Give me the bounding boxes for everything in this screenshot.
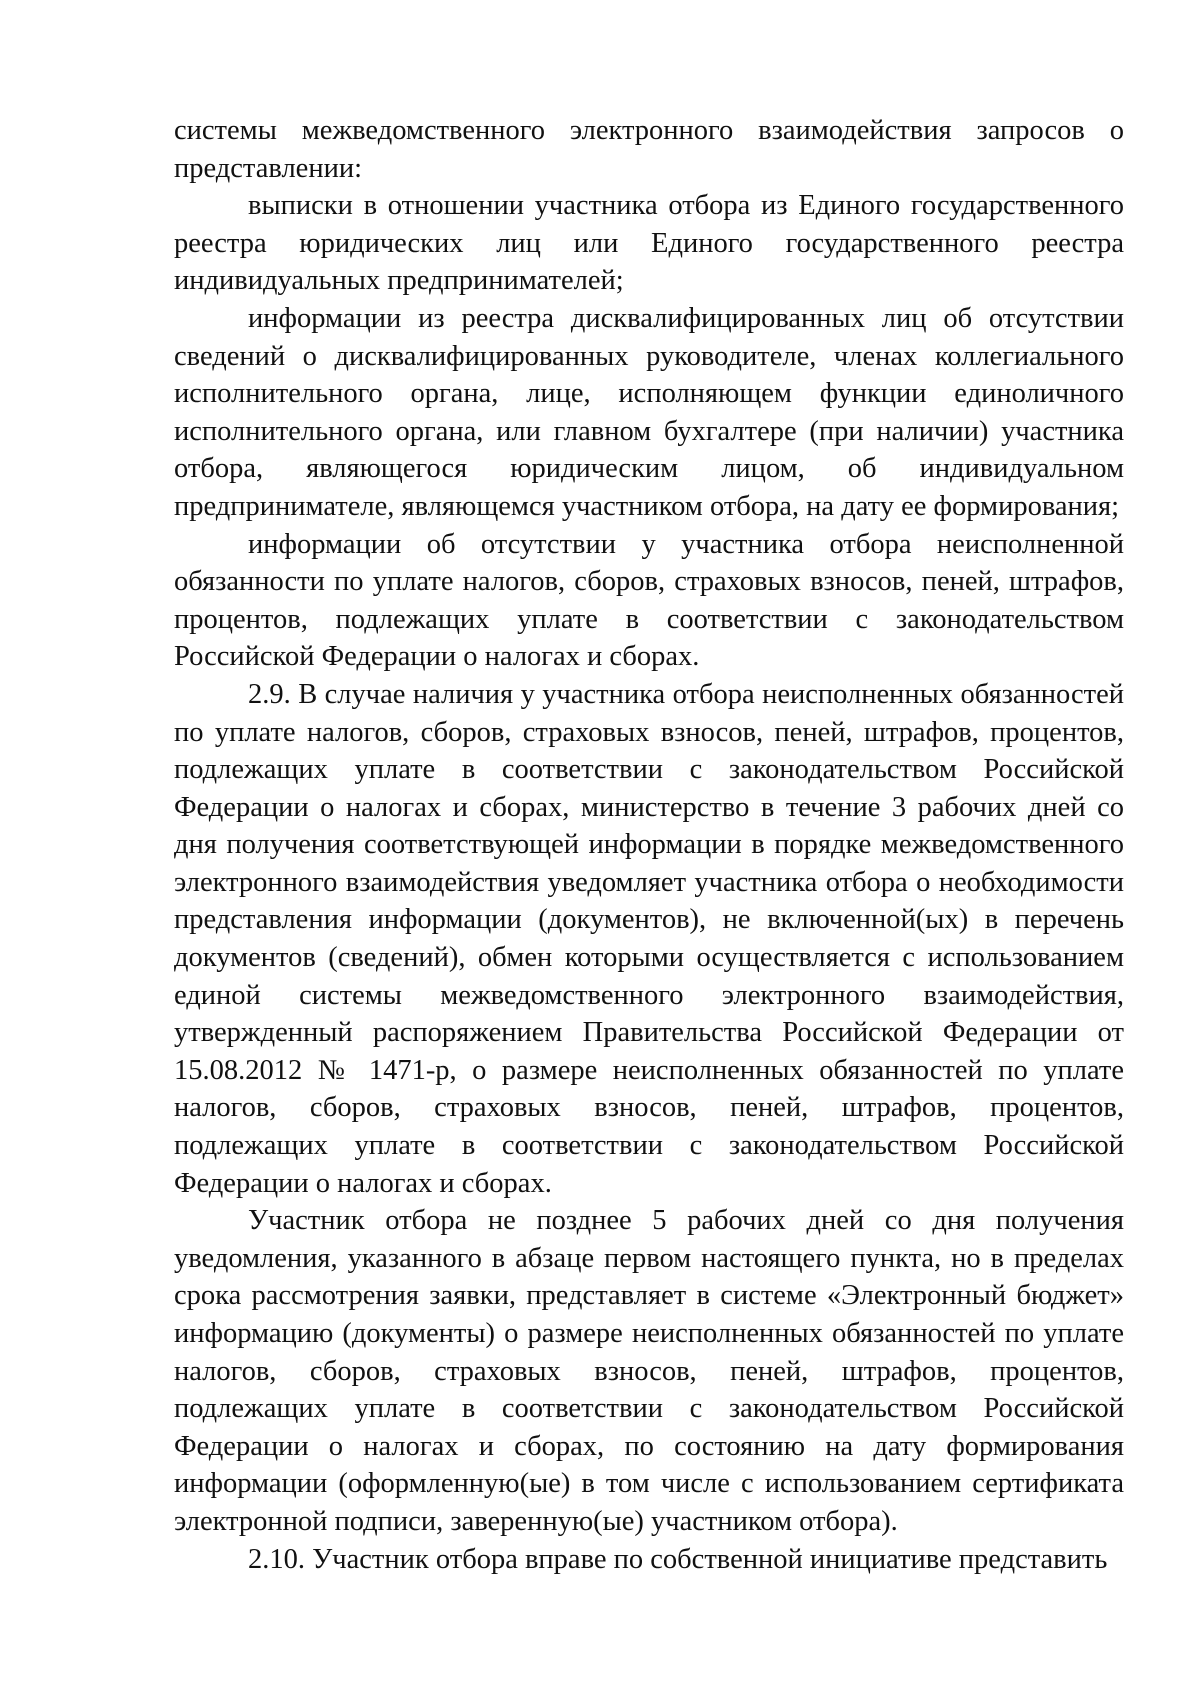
- paragraph-clause-2-9: 2.9. В случае наличия у участника отбора неисполненных обязанностей по уплате налогов, сборов, страховых взносов, пеней, штрафов, процентов, подлежащих уплате в соответствии с законодательством Российской Федерации о налогах и сборах, министерство в течение 3 рабочих дней со дня получения соответствующей информации в порядке межведомственного электронного взаимодействия уведомляет участника отбора о необходимости представления информации (документов), не включенной(ых) в перечень документов (сведений), обмен которыми осуществляется с использованием единой системы межведомственного электронного взаимодействия, утвержденный распоряжением Правительства Российской Федерации от 15.08.2012 № 1471-р, о размере неисполненных обязанностей по уплате налогов, сборов, страховых взносов, пеней, штрафов, процентов, подлежащих уплате в соответствии с законодательством Российской Федерации о налогах и сборах.: [174, 678, 1124, 1199]
- paragraph-egrul-extract: выписки в отношении участника отбора из Единого государственного реестра юридических лиц или Единого государственного реестра индивидуальных предпринимателей;: [174, 190, 1124, 297]
- paragraph-tax-obligations: информации об отсутствии у участника отбора неисполненной обязанности по уплате налогов, сборов, страховых взносов, пеней, штрафов, процентов, подлежащих уплате в соответствии с законодательством Российской Федерации о налогах и сборах.: [174, 528, 1124, 673]
- paragraph-disqualified-registry: информации из реестра дисквалифицированных лиц об отсутствии сведений о дисквалифицированных руководителе, членах коллегиального исполнительного органа, лице, исполняющем функции единоличного исполнительного органа, или главном бухгалтере (при наличии) участника отбора, являющегося юридическим лицом, об индивидуальном предпринимателе, являющемся участником отбора, на дату ее формирования;: [174, 302, 1124, 522]
- paragraph-participant-submission: Участник отбора не позднее 5 рабочих дней со дня получения уведомления, указанного в абзаце первом настоящего пункта, но в пределах срока рассмотрения заявки, представляет в системе «Электронный бюджет» информацию (документы) о размере неисполненных обязанностей по уплате налогов, сборов, страховых взносов, пеней, штрафов, процентов, подлежащих уплате в соответствии с законодательством Российской Федерации о налогах и сборах, по состоянию на дату формирования информации (оформленную(ые) в том числе с использованием сертификата электронной подписи, заверенную(ые) участником отбора).: [174, 1205, 1124, 1537]
- paragraph-clause-2-10: 2.10. Участник отбора вправе по собственной инициативе представить: [248, 1543, 1108, 1575]
- document-body: [174, 112, 1124, 1578]
- paragraph-continuation-request: системы межведомственного электронного взаимодействия запросов о представлении:: [174, 115, 1124, 184]
